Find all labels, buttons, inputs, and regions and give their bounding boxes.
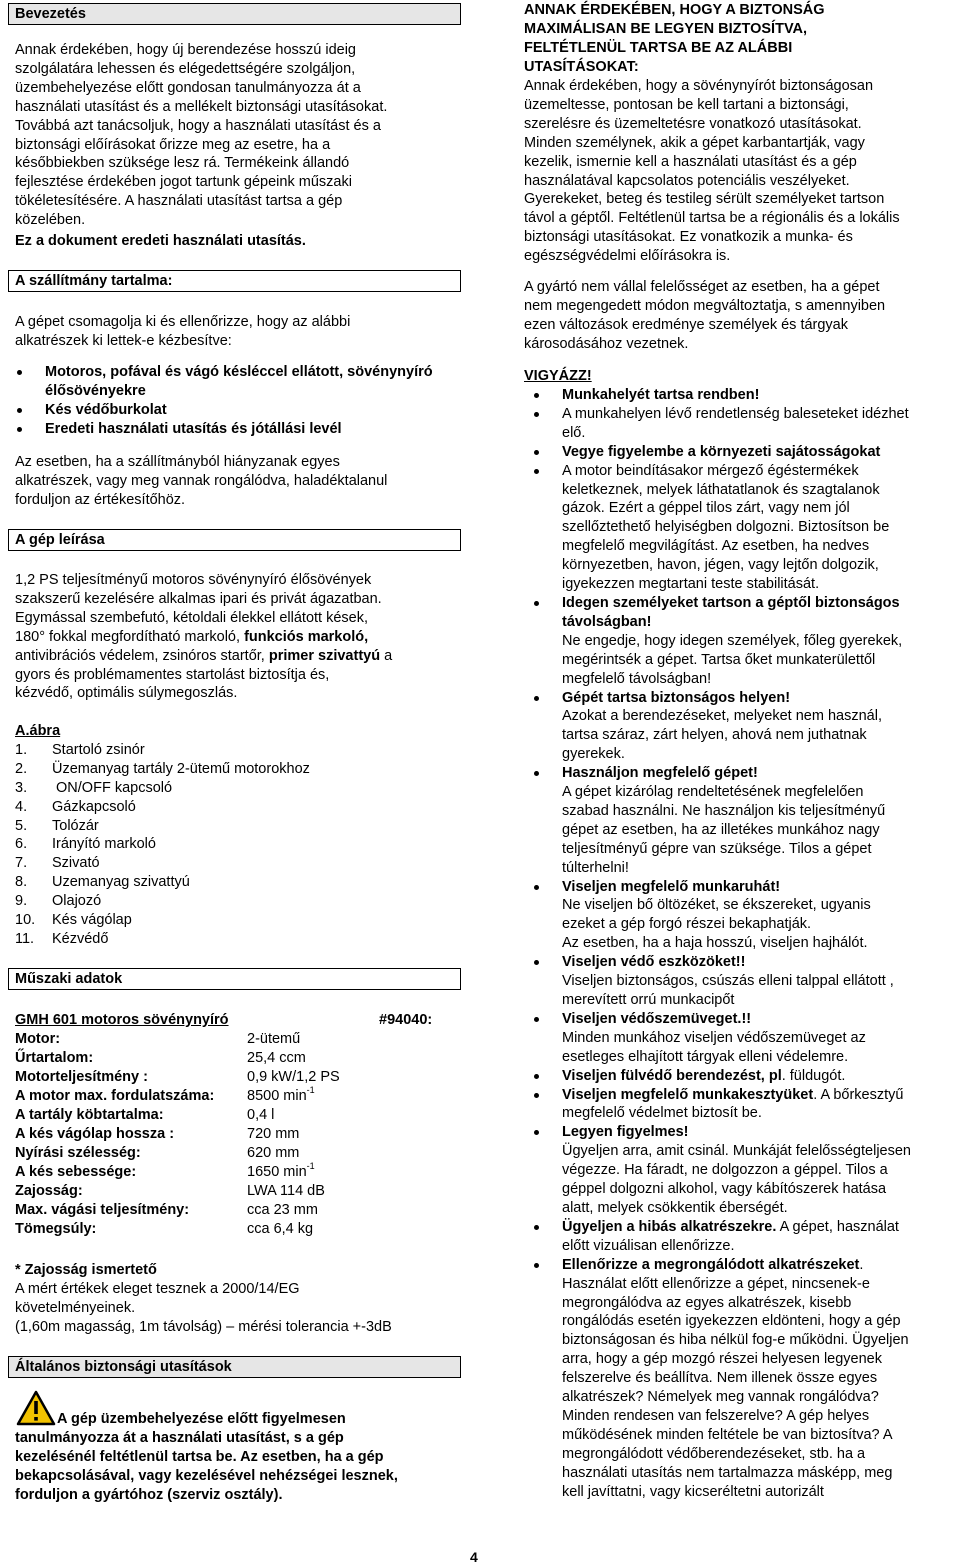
intro-line: Annak érdekében, hogy új berendezése hosszú ideig	[15, 42, 356, 58]
spec-value: 2-ütemű	[247, 1031, 301, 1047]
safety-bullet: Viseljen védő eszközöket!! Viseljen biztonságos, csúszás elleni talppal ellátott , merevített orrú munkacipőt	[524, 953, 960, 1010]
para-line: A gyártó nem vállal felelősséget az esetben, ha a gépet	[524, 279, 880, 295]
desc-line: Egymással szembefutó, kétoldali élekkel ellátott kések,	[15, 609, 369, 626]
para-line: üzemeltesse, pontosan be kell tartani a biztonsági,	[524, 96, 849, 113]
delivery-item: Eredeti használati utasítás és jótállási levél	[15, 420, 455, 439]
part-item: 11. Kézvédő	[15, 930, 109, 947]
safety-bullet: Viseljen védőszemüveget.!! Minden munkához viseljen védőszemüveget az esetleges elhajított tárgyak elleni védelemre.	[524, 1010, 960, 1067]
delivery-outro-line: forduljon az értékesítőhöz.	[15, 491, 186, 508]
spec-row	[15, 1201, 455, 1220]
spec-key: A kés vágólap hossza :	[15, 1126, 175, 1142]
noise-text	[15, 1280, 392, 1337]
spec-key: Nyírási szélesség:	[15, 1145, 141, 1161]
spec-row	[15, 1220, 455, 1239]
safety-bullet: Ellenőrizze a megrongálódott alkatrészeket. Használat előtt ellenőrizze a gépet, nincsenek-e megrongálódva az egyes alkatrészek, kisebb rongálódás esetén igyekezzen eldönteni, hogy a gép biztonságosan és hiba nélkül fog-e működni. Ügyeljen arra, hogy a gép mozgó részei helyesen legyenek felszerelve és beállítva. Nem illenek össze egyes alkatrészek? Némelyek meg vannak rongálódva? Minden rendesen van felszerelve? A gép helyes működésének minden feltétele be van biztosítva? A megrongálódott védőberendezéseket, stb. ha a használati utasítás nem tartalmazza másképp, meg kell javíttatni, vagy kicseréltetni autorizált	[524, 1256, 960, 1502]
para-line: távol a géptől. Feltétlenül tartsa be a régionális és a lokális	[524, 210, 900, 227]
part-item: 2. Üzemanyag tartály 2-ütemű motorokhoz	[15, 760, 310, 777]
section-title-description: A gép leírása	[8, 529, 461, 551]
safety-bullet: Munkahelyét tartsa rendben!	[524, 386, 960, 405]
delivery-intro	[15, 313, 350, 351]
spec-key: Tömegsúly:	[15, 1221, 97, 1237]
noise-line: követelményeinek.	[15, 1299, 136, 1316]
spec-value: 0,4 l	[247, 1107, 275, 1123]
section-title-delivery: A szállítmány tartalma:	[8, 270, 461, 292]
spec-key: Űrtartalom:	[15, 1050, 94, 1066]
safety-bullet: Vegye figyelembe a környezeti sajátosságokat	[524, 443, 960, 462]
safety-line: tanulmányozza át a használati utasítást, s a gép	[15, 1429, 344, 1446]
safety-bullet: Gépét tartsa biztonságos helyen! Azokat a berendezéseket, melyeket nem használ, tartsa száraz, zárt helyen, ahová nem juthatnak gyerekek.	[524, 689, 960, 765]
spec-key: A kés sebessége:	[15, 1164, 137, 1180]
noise-title: * Zajosság ismertető	[15, 1262, 157, 1278]
parts-list	[15, 741, 455, 949]
para-line: Gyerekeket, beteg és testileg sérült személyeket tartson	[524, 191, 885, 208]
spec-row	[15, 1068, 455, 1087]
intro-line: közelében.	[15, 212, 86, 229]
spec-value: 25,4 ccm	[247, 1050, 306, 1066]
desc-line: kézvédő, optimális súlymegoszlás.	[15, 685, 238, 702]
noise-line: (1,60m magasság, 1m távolság) – mérési tolerancia +-3dB	[15, 1318, 392, 1335]
spec-row	[15, 1049, 455, 1068]
spec-key: Motor:	[15, 1031, 61, 1047]
spec-value: 620 mm	[247, 1145, 300, 1161]
right-heading	[524, 1, 825, 77]
intro-original-note: Ez a dokument eredeti használati utasítás.	[15, 233, 306, 249]
spec-row	[15, 1030, 455, 1049]
part-item: 7. Szivató	[15, 855, 100, 872]
part-item: 9. Olajozó	[15, 893, 102, 910]
safety-line: bekapcsolásával, vagy kezelésével nehézségei lesznek,	[15, 1467, 398, 1484]
safety-text	[15, 1410, 475, 1505]
desc-line: 1,2 PS teljesítményű motoros sövénynyíró élősövények	[15, 572, 372, 588]
safety-bullet: Ügyeljen a hibás alkatrészekre. A gépet, használat előtt vizuálisan ellenőrizze.	[524, 1218, 960, 1256]
spec-row	[15, 1125, 455, 1144]
tech-code: #94040:	[379, 1012, 433, 1028]
safety-bullet: A motor beindításakor mérgező égéstermékek keletkeznek, melyek láthatatlanok és szagtalanok gázok. Ezért a géppel tilos zárt, vagy nem jól szellőztethető helyiségben dolgozni. Biztosítson be megfelelő megvilágítást. Az esetben, ha nedves környezetben, havon, jégen, vagy lejtőn dolgozik, igyekezzen megtartani teste stabilitását.	[524, 462, 960, 594]
spec-value: cca 23 mm	[247, 1202, 318, 1218]
delivery-item: Motoros, pofával és vágó késléccel ellátott, sövénynyíró élősövényekre	[15, 363, 455, 401]
delivery-item: Kés védőburkolat	[15, 401, 455, 420]
part-item: 8. Uzemanyag szivattyú	[15, 874, 190, 891]
safety-line: kezelésénél feltétlenül tartsa be. Az esetben, ha a gép	[15, 1448, 384, 1465]
delivery-outro	[15, 453, 387, 510]
para-line: károsodásához vezetnek.	[524, 335, 689, 352]
part-item: 3. ON/OFF kapcsoló	[15, 779, 173, 796]
spec-key: A motor max. fordulatszáma:	[15, 1088, 215, 1104]
spec-row	[15, 1182, 455, 1201]
safety-bullet: Használjon megfelelő gépet! A gépet kizárólag rendeltetésének megfelelően szabad használni. Ne használjon kis teljesítményű gépet az esetben, ha az illetékes munkához nagy teljesítményű gépre van szüksége. Tilos a gépet túlterhelni!	[524, 764, 960, 877]
spec-value: cca 6,4 kg	[247, 1221, 314, 1237]
spec-key: A tartály köbtartalma:	[15, 1107, 164, 1123]
delivery-list	[15, 363, 455, 439]
safety-bullet: A munkahelyen lévő rendetlenség baleseteket idézhet elő.	[524, 405, 960, 443]
section-title-tech: Műszaki adatok	[8, 968, 461, 990]
safety-bullet: Viseljen fülvédő berendezést, pl. füldugót.	[524, 1067, 960, 1086]
figure-label: A.ábra	[15, 723, 61, 739]
para-line: használatával kapcsolatos potenciális veszélyeket.	[524, 172, 850, 189]
section-title-safety: Általános biztonsági utasítások	[8, 1356, 461, 1378]
para-line: szerelésre és üzemeltetésre vonatkozó utasításokat.	[524, 115, 862, 132]
safety-bullet: Legyen figyelmes! Ügyeljen arra, amit csinál. Munkáját felelősségteljesen végezze. Ha fáradt, ne dolgozzon a géppel. Tilos a géppel dolgozni alkohol, vagy kábítószerek hatása alatt, melyek csökkentik éberségét.	[524, 1123, 960, 1218]
intro-line: fejlesztése érdekében jogot tartunk gépeink műszaki	[15, 174, 352, 191]
heading-line: UTASÍTÁSOKAT:	[524, 58, 639, 75]
desc-line: szakszerű kezelésére alkalmas ipari és privát ágazatban.	[15, 590, 382, 607]
safety-bullet: Viseljen megfelelő munkakesztyüket. A bőrkesztyű megfelelő védelmet biztosít be.	[524, 1086, 960, 1124]
spec-value: 1650 $\min^{-1}$	[247, 1161, 315, 1180]
para-line: kezelik, ismernie kell a használati utasítást és a gép	[524, 153, 857, 170]
intro-line: tökéletesítésére. A használati utasítást tartsa a gép	[15, 193, 343, 210]
spec-row	[15, 1144, 455, 1163]
noise-line: A mért értékek eleget tesznek a 2000/14/EG	[15, 1281, 300, 1297]
heading-line: FELTÉTLENÜL TARTSA BE AZ ALÁBBI	[524, 39, 793, 56]
page-number: 4	[470, 1549, 478, 1565]
tech-model-line	[15, 1011, 439, 1030]
spec-row	[15, 1087, 455, 1106]
safety-line: forduljon a gyártóhoz (szerviz osztály).	[15, 1486, 283, 1503]
spec-row	[15, 1106, 455, 1125]
desc-line: 180° fokkal megfordítható markoló, funkciós markoló,	[15, 628, 369, 645]
delivery-intro-line: alkatrészek ki lettek-e kézbesítve:	[15, 332, 232, 349]
intro-line: későbbiekben szüksége lesz rá. Termékeink állandó	[15, 155, 350, 172]
part-item: 10. Kés vágólap	[15, 912, 132, 929]
spec-value: 8500 $\min^{-1}$	[247, 1085, 315, 1104]
part-item: 6. Irányító markoló	[15, 836, 156, 853]
para-line: Annak érdekében, hogy a sövénynyírót biztonságosan	[524, 78, 874, 94]
delivery-intro-line: A gépet csomagolja ki és ellenőrizze, hogy az alábbi	[15, 314, 351, 330]
heading-line: ANNAK ÉRDEKÉBEN, HOGY A BIZTONSÁG	[524, 2, 825, 18]
spec-row	[15, 1163, 455, 1182]
intro-line: szolgálatára lehessen és elégedettségére szolgáljon,	[15, 60, 356, 77]
desc-line: antivibrációs védelem, zsinóros startőr, primer szivattyú a	[15, 647, 393, 664]
safety-line: A gép üzembehelyezése előtt figyelmesen	[57, 1411, 346, 1427]
spec-value: LWA 114 dB	[247, 1183, 325, 1199]
spec-value: 0,9 kW/1,2 PS	[247, 1069, 340, 1085]
right-para-1	[524, 77, 900, 266]
desc-line: gyors és problémamentes startolást biztosítja és,	[15, 666, 330, 683]
safety-bullets	[524, 386, 960, 1501]
delivery-outro-line: alkatrészek, vagy meg vannak rongálódva, haladéktalanul	[15, 472, 388, 489]
warning-title: VIGYÁZZ!	[524, 368, 592, 384]
spec-key: Motorteljesítmény :	[15, 1069, 148, 1085]
description-text	[15, 571, 392, 703]
spec-value: 720 mm	[247, 1126, 300, 1142]
part-item: 1. Startoló zsinór	[15, 742, 145, 758]
part-item: 4. Gázkapcsoló	[15, 798, 136, 815]
intro-line: használati utasítást és a mellékelt biztonsági utasításokat.	[15, 98, 388, 115]
intro-line: üzembehelyezése előtt gondosan tanulmányozza át a	[15, 79, 361, 96]
para-line: Minden személynek, akik a gépet karbantartják, vagy	[524, 134, 865, 151]
delivery-outro-line: Az esetben, ha a szállítmányból hiányzanak egyes	[15, 454, 340, 470]
para-line: ezen változások eredménye személyek és tárgyak	[524, 316, 848, 333]
section-title-intro: Bevezetés	[8, 3, 461, 25]
safety-bullet: Idegen személyeket tartson a géptől biztonságos távolságban! Ne engedje, hogy idegen személyek, főleg gyerekek, megérintsék a gépet. Tartsa őket munkaterülettől megfelelő távolságban!	[524, 594, 960, 689]
para-line: biztonsági utasításokat. Ez vonatkozik a munka- és	[524, 229, 853, 246]
tech-spec-table	[15, 1030, 455, 1239]
part-item: 5. Tolózár	[15, 817, 99, 834]
intro-text	[15, 41, 475, 230]
heading-line: MAXIMÁLISAN BE LEGYEN BIZTOSÍTVA,	[524, 20, 808, 37]
tech-model: GMH 601 motoros sövénynyíró	[15, 1012, 229, 1028]
intro-line: Továbbá azt tanácsoljuk, hogy a használati utasítást és a	[15, 117, 381, 134]
para-line: nem megengedett módon megváltoztatja, s amennyiben	[524, 297, 886, 314]
right-para-2	[524, 278, 885, 354]
spec-key: Zajosság:	[15, 1183, 83, 1199]
para-line: egészségvédelmi előírásokra is.	[524, 248, 731, 265]
intro-line: biztonsági előírásokat őrizze meg az esetre, ha a	[15, 136, 331, 153]
safety-bullet: Viseljen megfelelő munkaruhát! Ne viseljen bő öltözéket, se ékszereket, ugyanis ezeket a gép forgó részei bekaphatják. Az esetben, ha a haja hosszú, viseljen hajhálót.	[524, 878, 960, 954]
spec-key: Max. vágási teljesítmény:	[15, 1202, 190, 1218]
